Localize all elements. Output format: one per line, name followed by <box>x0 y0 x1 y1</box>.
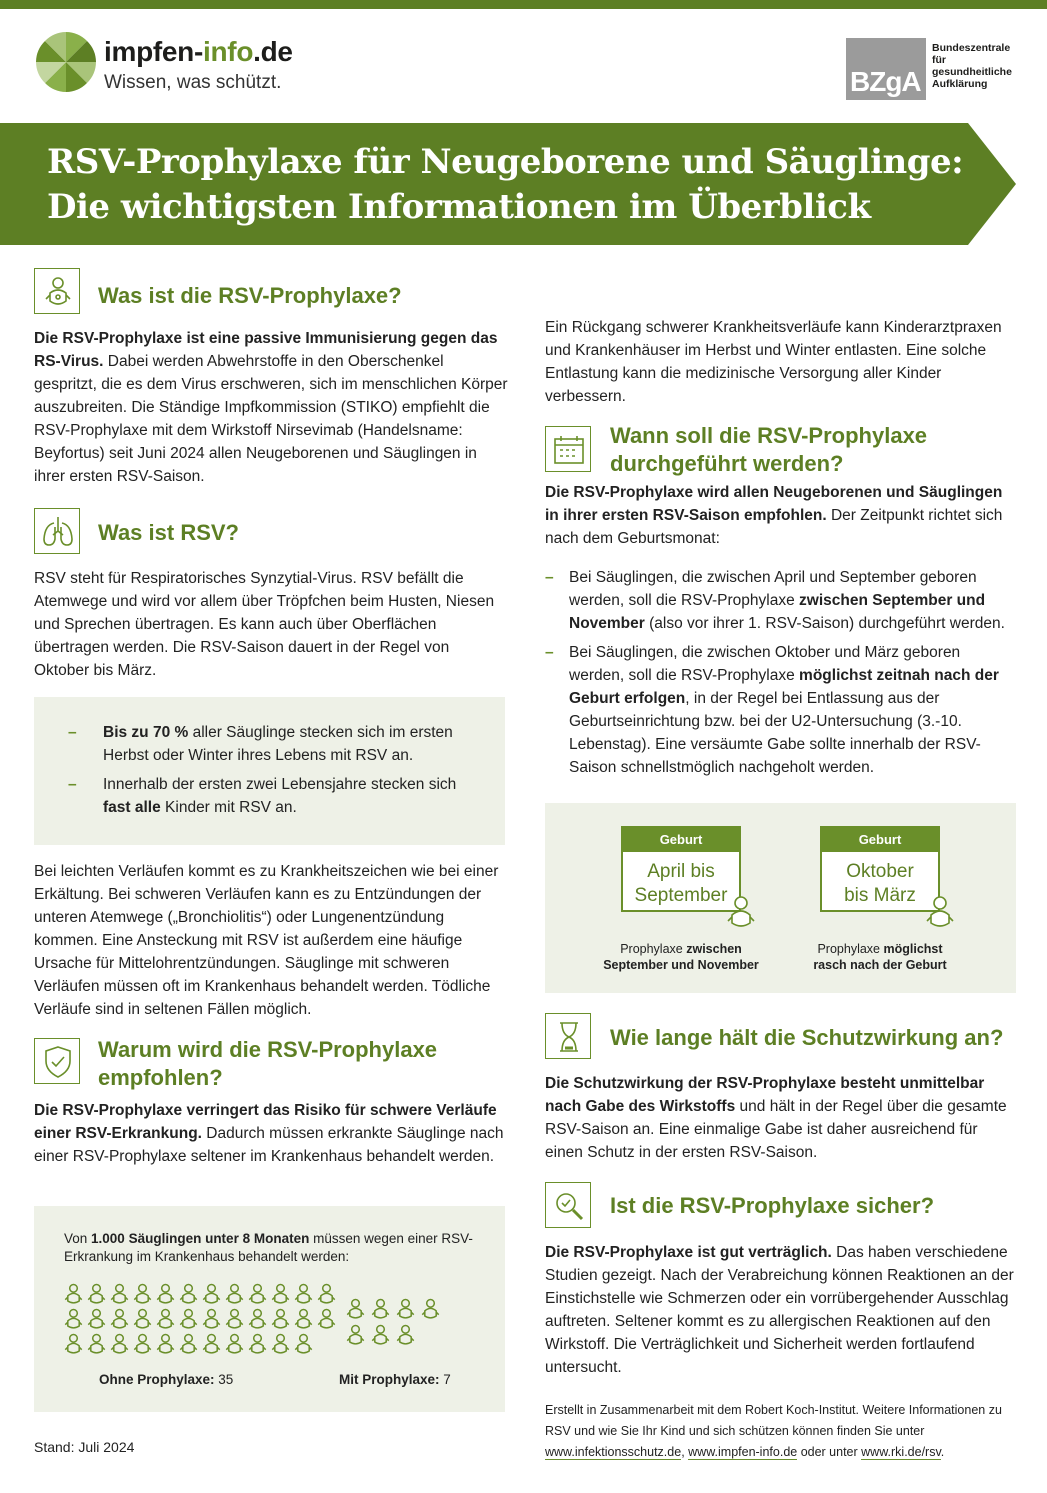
paragraph-schutzwirkung: Die Schutzwirkung der RSV-Prophylaxe besteht unmittelbar nach Gabe des Wirkstoffs und hält in der Regel über die gesamte RSV-Saison an. Eine einmalige Gabe ist daher ausreichend für einen Schutz in der ersten RSV-Saison. <box>545 1075 1007 1161</box>
paragraph-entlastung: Ein Rückgang schwerer Krankheitsverläufe kann Kinderarztpraxen und Krankenhäuser im Herbst und Winter entlasten. Eine solche Entlastung kann die medizinische Versorgung aller Kinder verbessern. <box>545 319 1002 405</box>
paragraph-wann: Die RSV-Prophylaxe wird allen Neugeborenen und Säuglingen in ihrer ersten RSV-Saison empfohlen. Der Zeitpunkt richtet sich nach dem Geburtsmonat: <box>545 484 1003 547</box>
baby-pictogram <box>225 1308 244 1335</box>
paragraph-verlaeufe: Bei leichten Verläufen kommt es zu Krankheitszeichen wie bei einer Erkältung. Bei schweren Verläufen kann es zu Entzündungen der unteren Atemwege („Bronchiolitis“) oder Lungenentzündung kommen. Eine Ansteckung mit RSV ist außerdem eine häufige Ursache für Mittelohrentzündungen. Säuglinge mit schweren Verläufen müssen oft im Krankenhaus behandelt werden. Tödliche Verläufe sind in seltenen Fällen möglich. <box>34 863 499 1018</box>
baby-pictogram <box>202 1333 221 1360</box>
baby-pictogram <box>248 1333 267 1360</box>
baby-pictogram <box>202 1283 221 1310</box>
baby-pictogram <box>248 1283 267 1310</box>
calendar-icon <box>545 426 591 472</box>
stand-date: Stand: Juli 2024 <box>34 1439 135 1455</box>
page-title: RSV-Prophylaxe für Neugeborene und Säuglinge: Die wichtigsten Informationen im Überblick <box>47 142 964 227</box>
baby-pictogram <box>179 1333 198 1360</box>
list-item: – Bei Säuglingen, die zwischen April und September geboren werden, soll die RSV-Prophylaxe zwischen September und November (also vor ihrer 1. RSV-Saison) durchgeführt werden. <box>545 566 1015 635</box>
baby-pictogram <box>179 1283 198 1310</box>
timing-list <box>545 566 1015 779</box>
footer-note: Erstellt in Zusammenarbeit mit dem Robert Koch-Institut. Weitere Informationen zu RSV und wie Sie Ihr Kind und sich schützen können finden Sie unter www.infektionsschutz.de, www.impfen-info.de oder unter www.rki.de/rsv. <box>545 1403 1002 1459</box>
baby-pictogram <box>317 1308 336 1335</box>
baby-pictogram <box>179 1308 198 1335</box>
paragraph-prophylaxe: Die RSV-Prophylaxe ist eine passive Immunisierung gegen das RS-Virus. Dabei werden Abwehrstoffe in den Oberschenkel gespritzt, die es dem Virus erschweren, sich im menschlichen Körper auszubreiten. Die Ständige Impfkommission (STIKO) empfiehlt die RSV-Prophylaxe mit dem Wirkstoff Nirsevimab (Handelsname: Beyfortus) seit Juni 2024 allen Neugeborenen und Säuglingen in ihrer ersten RSV-Saison. <box>34 330 508 485</box>
baby-pictogram <box>110 1283 129 1310</box>
link-impfen-info[interactable]: www.impfen-info.de <box>688 1445 798 1459</box>
baby-icon <box>726 895 756 929</box>
paragraph-warum: Die RSV-Prophylaxe verringert das Risiko für schwere Verläufe einer RSV-Erkrankung. Dadurch müssen erkrankte Säuglinge nach einer RSV-Prophylaxe seltener im Krankenhaus behandelt werden. <box>34 1102 504 1165</box>
baby-pictogram <box>225 1283 244 1310</box>
magnifier-check-icon <box>545 1182 591 1228</box>
heading-was-ist-rsv: Was ist RSV? <box>98 520 239 545</box>
baby-pictogram <box>346 1298 365 1325</box>
baby-pictogram <box>271 1333 290 1360</box>
baby-pictogram <box>294 1333 313 1360</box>
baby-pictogram <box>225 1333 244 1360</box>
baby-pictogram <box>271 1308 290 1335</box>
baby-pictogram <box>87 1283 106 1310</box>
calendar-caption-1: Prophylaxe zwischen September und November <box>603 942 759 972</box>
heading-was-ist-prophylaxe: Was ist die RSV-Prophylaxe? <box>98 283 402 308</box>
link-infektionsschutz[interactable]: www.infektionsschutz.de <box>545 1445 682 1459</box>
baby-pictogram <box>294 1283 313 1310</box>
baby-pictogram <box>110 1333 129 1360</box>
baby-icon <box>34 268 80 314</box>
baby-pictogram <box>133 1333 152 1360</box>
shield-check-icon <box>34 1038 80 1084</box>
baby-pictogram <box>396 1298 415 1325</box>
impfen-info-logo[interactable] <box>34 30 294 96</box>
baby-pictogram <box>371 1324 390 1351</box>
baby-pictogram <box>133 1283 152 1310</box>
baby-icon <box>925 895 955 929</box>
baby-pictogram <box>248 1308 267 1335</box>
calendar-caption-2: Prophylaxe möglichst rasch nach der Geburt <box>813 942 947 972</box>
paragraph-sicherheit: Die RSV-Prophylaxe ist gut verträglich. Das haben verschiedene Studien gezeigt. Nach der Verabreichung können Reaktionen an der Einstichstelle wie Schmerzen oder ein vorrübergehender Ausschlag auftreten. Seltener kommt es zu allergischen Reaktionen auf den Wirkstoff. Die Verträglichkeit und Sicherheit werden fortlaufend untersucht. <box>545 1244 1014 1376</box>
baby-pictogram <box>317 1283 336 1310</box>
paragraph-rsv: RSV steht für Respiratorisches Synzytial-Virus. RSV befällt die Atemwege und wird vor allem über Tröpfchen beim Husten, Niesen und Sprechen übertragen. Es kann auch über Oberflächen übertragen werden. Die RSV-Saison dauert in der Regel von Oktober bis März. <box>34 570 495 679</box>
baby-pictogram <box>110 1308 129 1335</box>
without-prophylaxis-label: Ohne Prophylaxe: 35 <box>99 1372 234 1387</box>
rsv-facts-list <box>68 721 478 819</box>
bzga-logo[interactable] <box>846 38 1026 100</box>
hourglass-icon <box>545 1013 591 1059</box>
umbrella-logo-icon <box>34 30 98 94</box>
top-bar <box>0 0 1047 9</box>
link-rki[interactable]: www.rki.de/rsv <box>861 1445 941 1459</box>
logo-claim: Wissen, was schützt. <box>104 72 282 93</box>
heading-sicher: Ist die RSV-Prophylaxe sicher? <box>610 1193 935 1218</box>
lungs-icon <box>34 508 80 554</box>
calendar-april-september: Geburt April bis September <box>621 826 741 912</box>
logo-wordmark: impfen-info.de <box>104 36 293 67</box>
with-prophylaxis-label: Mit Prophylaxe: 7 <box>339 1372 451 1387</box>
baby-pictogram <box>346 1324 365 1351</box>
baby-pictogram <box>202 1308 221 1335</box>
baby-pictogram <box>133 1308 152 1335</box>
title-banner <box>0 123 1018 245</box>
list-item: – Innerhalb der ersten zwei Lebensjahre stecken sich fast alle Kinder mit RSV an. <box>68 773 478 819</box>
baby-pictogram <box>396 1324 415 1351</box>
baby-pictogram <box>294 1308 313 1335</box>
baby-pictogram <box>156 1308 175 1335</box>
heading-wie-lange: Wie lange hält die Schutzwirkung an? <box>610 1025 1004 1050</box>
heading-wann-durchgefuehrt: Wann soll die RSV-Prophylaxe durchgeführt werden? <box>610 423 928 476</box>
baby-pictogram <box>271 1283 290 1310</box>
statistic-intro: Von 1.000 Säuglingen unter 8 Monaten müssen wegen einer RSV-Erkrankung im Krankenhaus behandelt werden: <box>64 1231 473 1264</box>
bzga-text: Bundeszentrale für gesundheitliche Aufklärung <box>932 42 1012 90</box>
heading-warum-empfohlen: Warum wird die RSV-Prophylaxe empfohlen? <box>98 1037 438 1090</box>
baby-pictogram <box>87 1333 106 1360</box>
baby-pictogram <box>87 1308 106 1335</box>
calendar-oktober-maerz: Geburt Oktober bis März <box>820 826 940 912</box>
list-item: – Bis zu 70 % aller Säuglinge stecken sich im ersten Herbst oder Winter ihres Lebens mit RSV an. <box>68 721 478 767</box>
baby-pictogram <box>156 1333 175 1360</box>
baby-grid-with-prophylaxis <box>346 1298 446 1348</box>
baby-pictogram <box>421 1298 440 1325</box>
baby-grid-without-prophylaxis <box>64 1283 304 1363</box>
baby-pictogram <box>64 1283 83 1310</box>
baby-pictogram <box>64 1333 83 1360</box>
baby-pictogram <box>371 1298 390 1325</box>
bzga-box: BZgA <box>846 38 926 100</box>
baby-pictogram <box>156 1283 175 1310</box>
list-item: – Bei Säuglingen, die zwischen Oktober und März geboren werden, soll die RSV-Prophylaxe möglichst zeitnah nach der Geburt erfolgen, in der Regel bei Entlassung aus der Geburtseinrichtung bzw. bei der U2-Untersuchung (3.-10. Lebenstag). Eine versäumte Gabe sollte innerhalb der RSV-Saison schnellstmöglich nachgeholt werden. <box>545 641 1015 779</box>
baby-pictogram <box>64 1308 83 1335</box>
